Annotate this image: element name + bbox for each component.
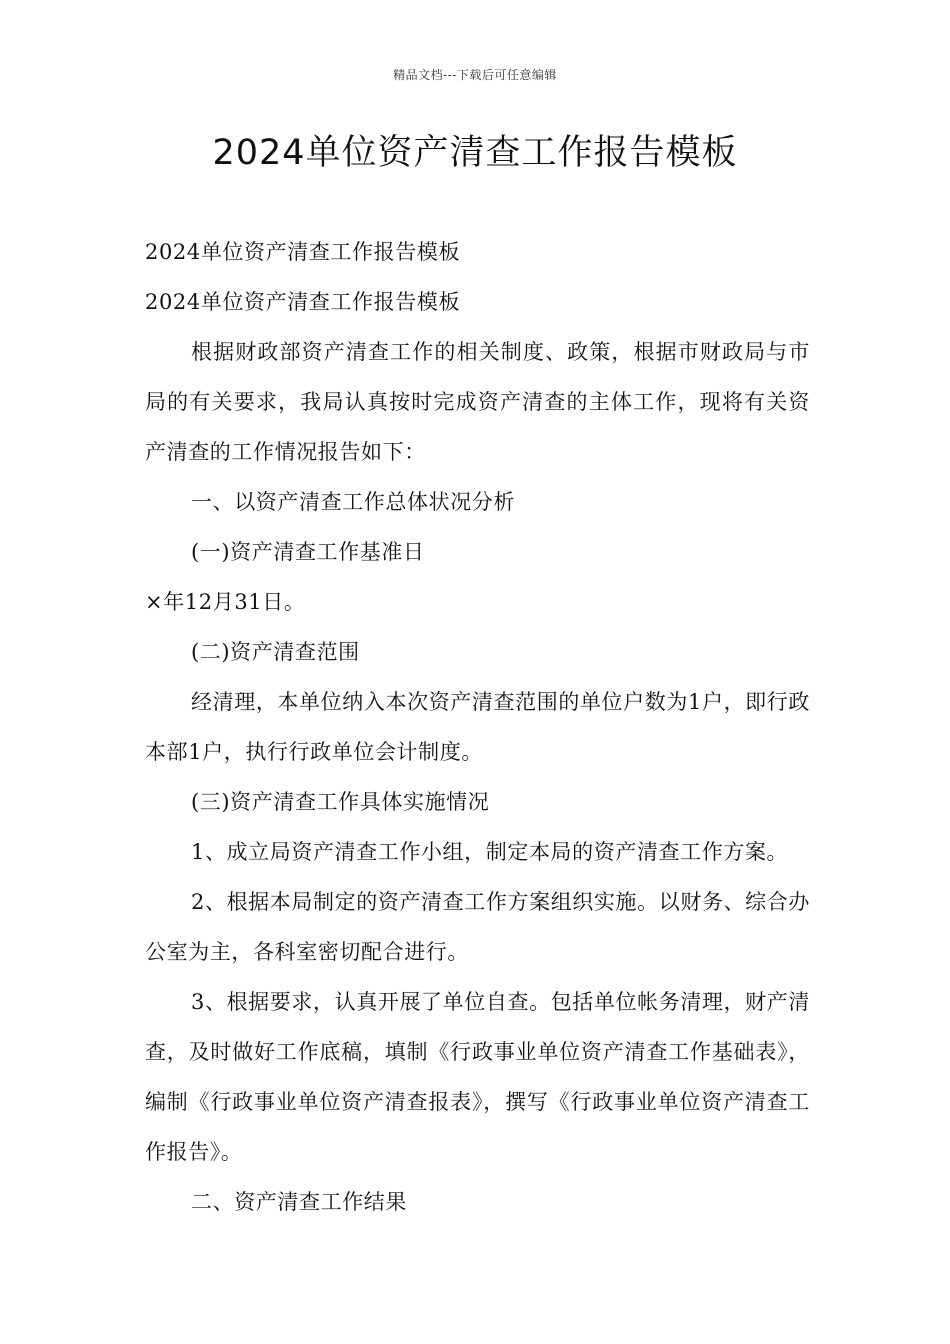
subsection-heading: (二)资产清查范围 <box>191 640 360 664</box>
paragraph: ×年12月31日。 <box>145 590 306 614</box>
paragraph: 根据财政部资产清查工作的相关制度、政策，根据市财政局与市局的有关要求，我局认真按时完成资产清查的主体工作，现将有关资产清查的工作情况报告如下： <box>145 340 810 464</box>
list-item: 1、成立局资产清查工作小组，制定本局的资产清查工作方案。 <box>191 840 789 864</box>
section-heading: 一、以资产清查工作总体状况分析 <box>191 490 515 514</box>
subsection-heading: (一)资产清查工作基准日 <box>191 540 425 564</box>
header-note: 精品文档---下载后可任意编辑 <box>393 68 557 82</box>
list-item: 2、根据本局制定的资产清查工作方案组织实施。以财务、综合办公室为主，各科室密切配合进行。 <box>145 890 810 964</box>
list-item: 3、根据要求，认真开展了单位自查。包括单位帐务清理，财产清查，及时做好工作底稿，填制《行政事业单位资产清查工作基础表》，编制《行政事业单位资产清查报表》，撰写《行政事业单位资产清查工作报告》。 <box>145 990 810 1164</box>
paragraph: 2024单位资产清查工作报告模板 <box>145 240 461 264</box>
paragraph: 2024单位资产清查工作报告模板 <box>145 290 461 314</box>
document-body <box>145 227 810 1227</box>
paragraph: 经清理，本单位纳入本次资产清查范围的单位户数为1户，即行政本部1户，执行行政单位会计制度。 <box>145 690 810 764</box>
section-heading: 二、资产清查工作结果 <box>191 1190 407 1214</box>
document-title: 2024单位资产清查工作报告模板 <box>212 133 738 173</box>
subsection-heading: (三)资产清查工作具体实施情况 <box>191 790 490 814</box>
